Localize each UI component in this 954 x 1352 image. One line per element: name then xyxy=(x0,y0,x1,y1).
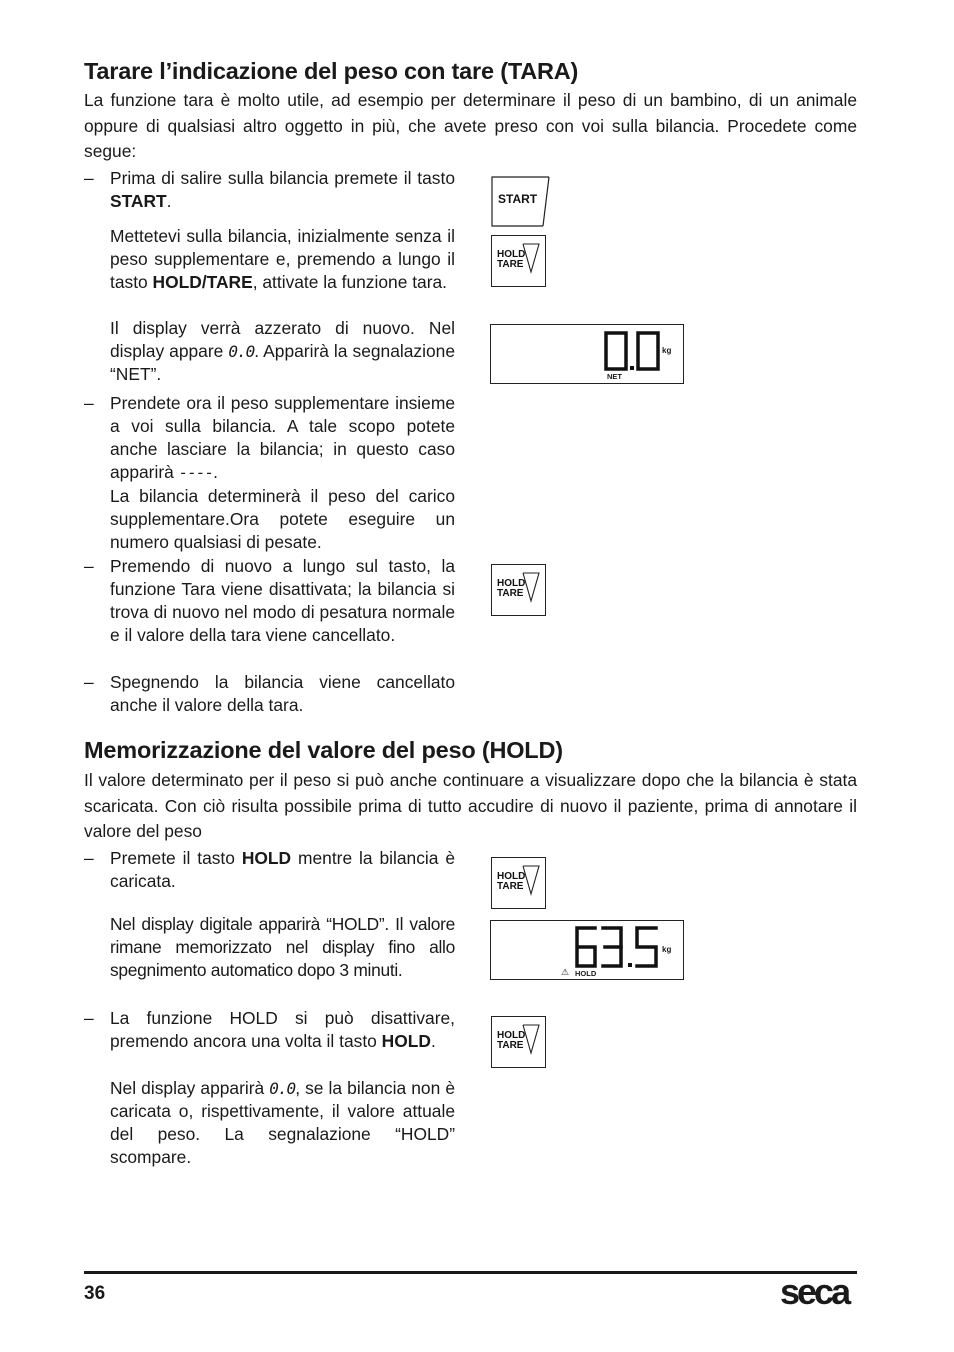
segment-display-text: 0.0 xyxy=(269,1079,296,1098)
list-item-hold-2a: La funzione HOLD si può disattivare, premendo ancora una volta il tasto HOLD. xyxy=(110,1008,455,1051)
lcd-net-indicator: NET xyxy=(607,372,622,381)
list-item-hold-1a: Premete il tasto HOLD mentre la bilancia è caricata. xyxy=(110,848,455,891)
list-item-tara-1a: Prima di salire sulla bilancia premete il tasto START. xyxy=(110,168,455,211)
list-dash: – xyxy=(84,1008,94,1028)
hold-tare-key xyxy=(491,1016,546,1068)
segment-display-text: 0.0 xyxy=(228,342,255,361)
list-item-tara-3: Premendo di nuovo a lungo sul tasto, la funzione Tara viene disattivata; la bilancia si trova di nuovo nel modo di pesatura normale e il valore della tara viene cancellato. xyxy=(110,556,455,645)
lcd-digits-63-5 xyxy=(573,925,663,971)
hold-tare-key xyxy=(491,857,546,909)
hold-key-label: HOLD xyxy=(497,1030,526,1041)
lcd-unit-label: kg xyxy=(662,346,672,355)
list-item-tara-1c: Il display verrà azzerato di nuovo. Nel display appare 0.0. Apparirà la segnalazione “NET”. xyxy=(110,318,455,384)
segment-display-text: ---- xyxy=(178,463,214,482)
list-item-tara-2a: Prendete ora il peso supplementare insieme a voi sulla bilancia. A tale scopo potete anche lasciare la bilancia; in questo caso apparirà ----. xyxy=(110,393,455,482)
footer-rule xyxy=(84,1271,857,1274)
list-dash: – xyxy=(84,393,94,413)
lcd-display-hold xyxy=(490,920,684,980)
list-item-tara-4: Spegnendo la bilancia viene cancellato anche il valore della tara. xyxy=(110,672,455,715)
intro-paragraph-hold: Il valore determinato per il peso si può anche continuare a visualizzare dopo che la bilancia è stata scaricata. Con ciò risulta possibile prima di tutto accudire di nuovo il paziente, prima di annotare il valore del peso xyxy=(84,770,857,841)
intro-paragraph-tara: La funzione tara è molto utile, ad esempio per determinare il peso di un bambino, di un animale oppure di qualsiasi altro oggetto in più, che avete preso con voi sulla bilancia. Procedete come segue: xyxy=(84,90,857,161)
lcd-digits-0-0 xyxy=(603,330,663,374)
hold-tare-key xyxy=(491,564,546,616)
hold-tare-key xyxy=(491,235,546,287)
list-item-hold-2b: Nel display apparirà 0.0, se la bilancia non è caricata o, rispettivamente, il valore attuale del peso. La segnalazione “HOLD” scompare. xyxy=(110,1078,455,1167)
list-item-tara-1b: Mettetevi sulla bilancia, inizialmente senza il peso supplementare e, premendo a lungo il tasto HOLD/TARE, attivate la funzione tara. xyxy=(110,226,455,292)
hold-key-label: HOLD xyxy=(497,871,526,882)
hold-key-label: HOLD xyxy=(497,578,526,589)
lcd-unit-label: kg xyxy=(662,945,672,954)
lcd-hold-indicator: HOLD xyxy=(575,969,597,978)
list-dash: – xyxy=(84,848,94,868)
list-dash: – xyxy=(84,168,94,188)
brand-logo: seca xyxy=(780,1271,849,1312)
list-item-hold-1b: Nel display digitale apparirà “HOLD”. Il valore rimane memorizzato nel display fino allo spegnimento automatico dopo 3 minuti. xyxy=(110,914,455,980)
list-item-tara-2b: La bilancia determinerà il peso del carico supplementare.Ora potete eseguire un numero qualsiasi di pesate. xyxy=(110,486,455,552)
start-key-label: START xyxy=(498,192,538,206)
section-title-tara: Tarare l’indicazione del peso con tare (TARA) xyxy=(84,58,579,84)
hold-key-label: HOLD xyxy=(497,249,526,260)
tare-key-label: TARE xyxy=(497,259,524,270)
warning-icon: ⚠ xyxy=(561,967,570,977)
list-dash: – xyxy=(84,556,94,576)
tare-key-label: TARE xyxy=(497,881,524,892)
tare-key-label: TARE xyxy=(497,1040,524,1051)
list-dash: – xyxy=(84,672,94,692)
tare-key-label: TARE xyxy=(497,588,524,599)
page-number: 36 xyxy=(84,1283,106,1304)
lcd-display-net xyxy=(490,324,684,384)
section-title-hold: Memorizzazione del valore del peso (HOLD) xyxy=(84,737,563,763)
start-key xyxy=(491,176,551,224)
